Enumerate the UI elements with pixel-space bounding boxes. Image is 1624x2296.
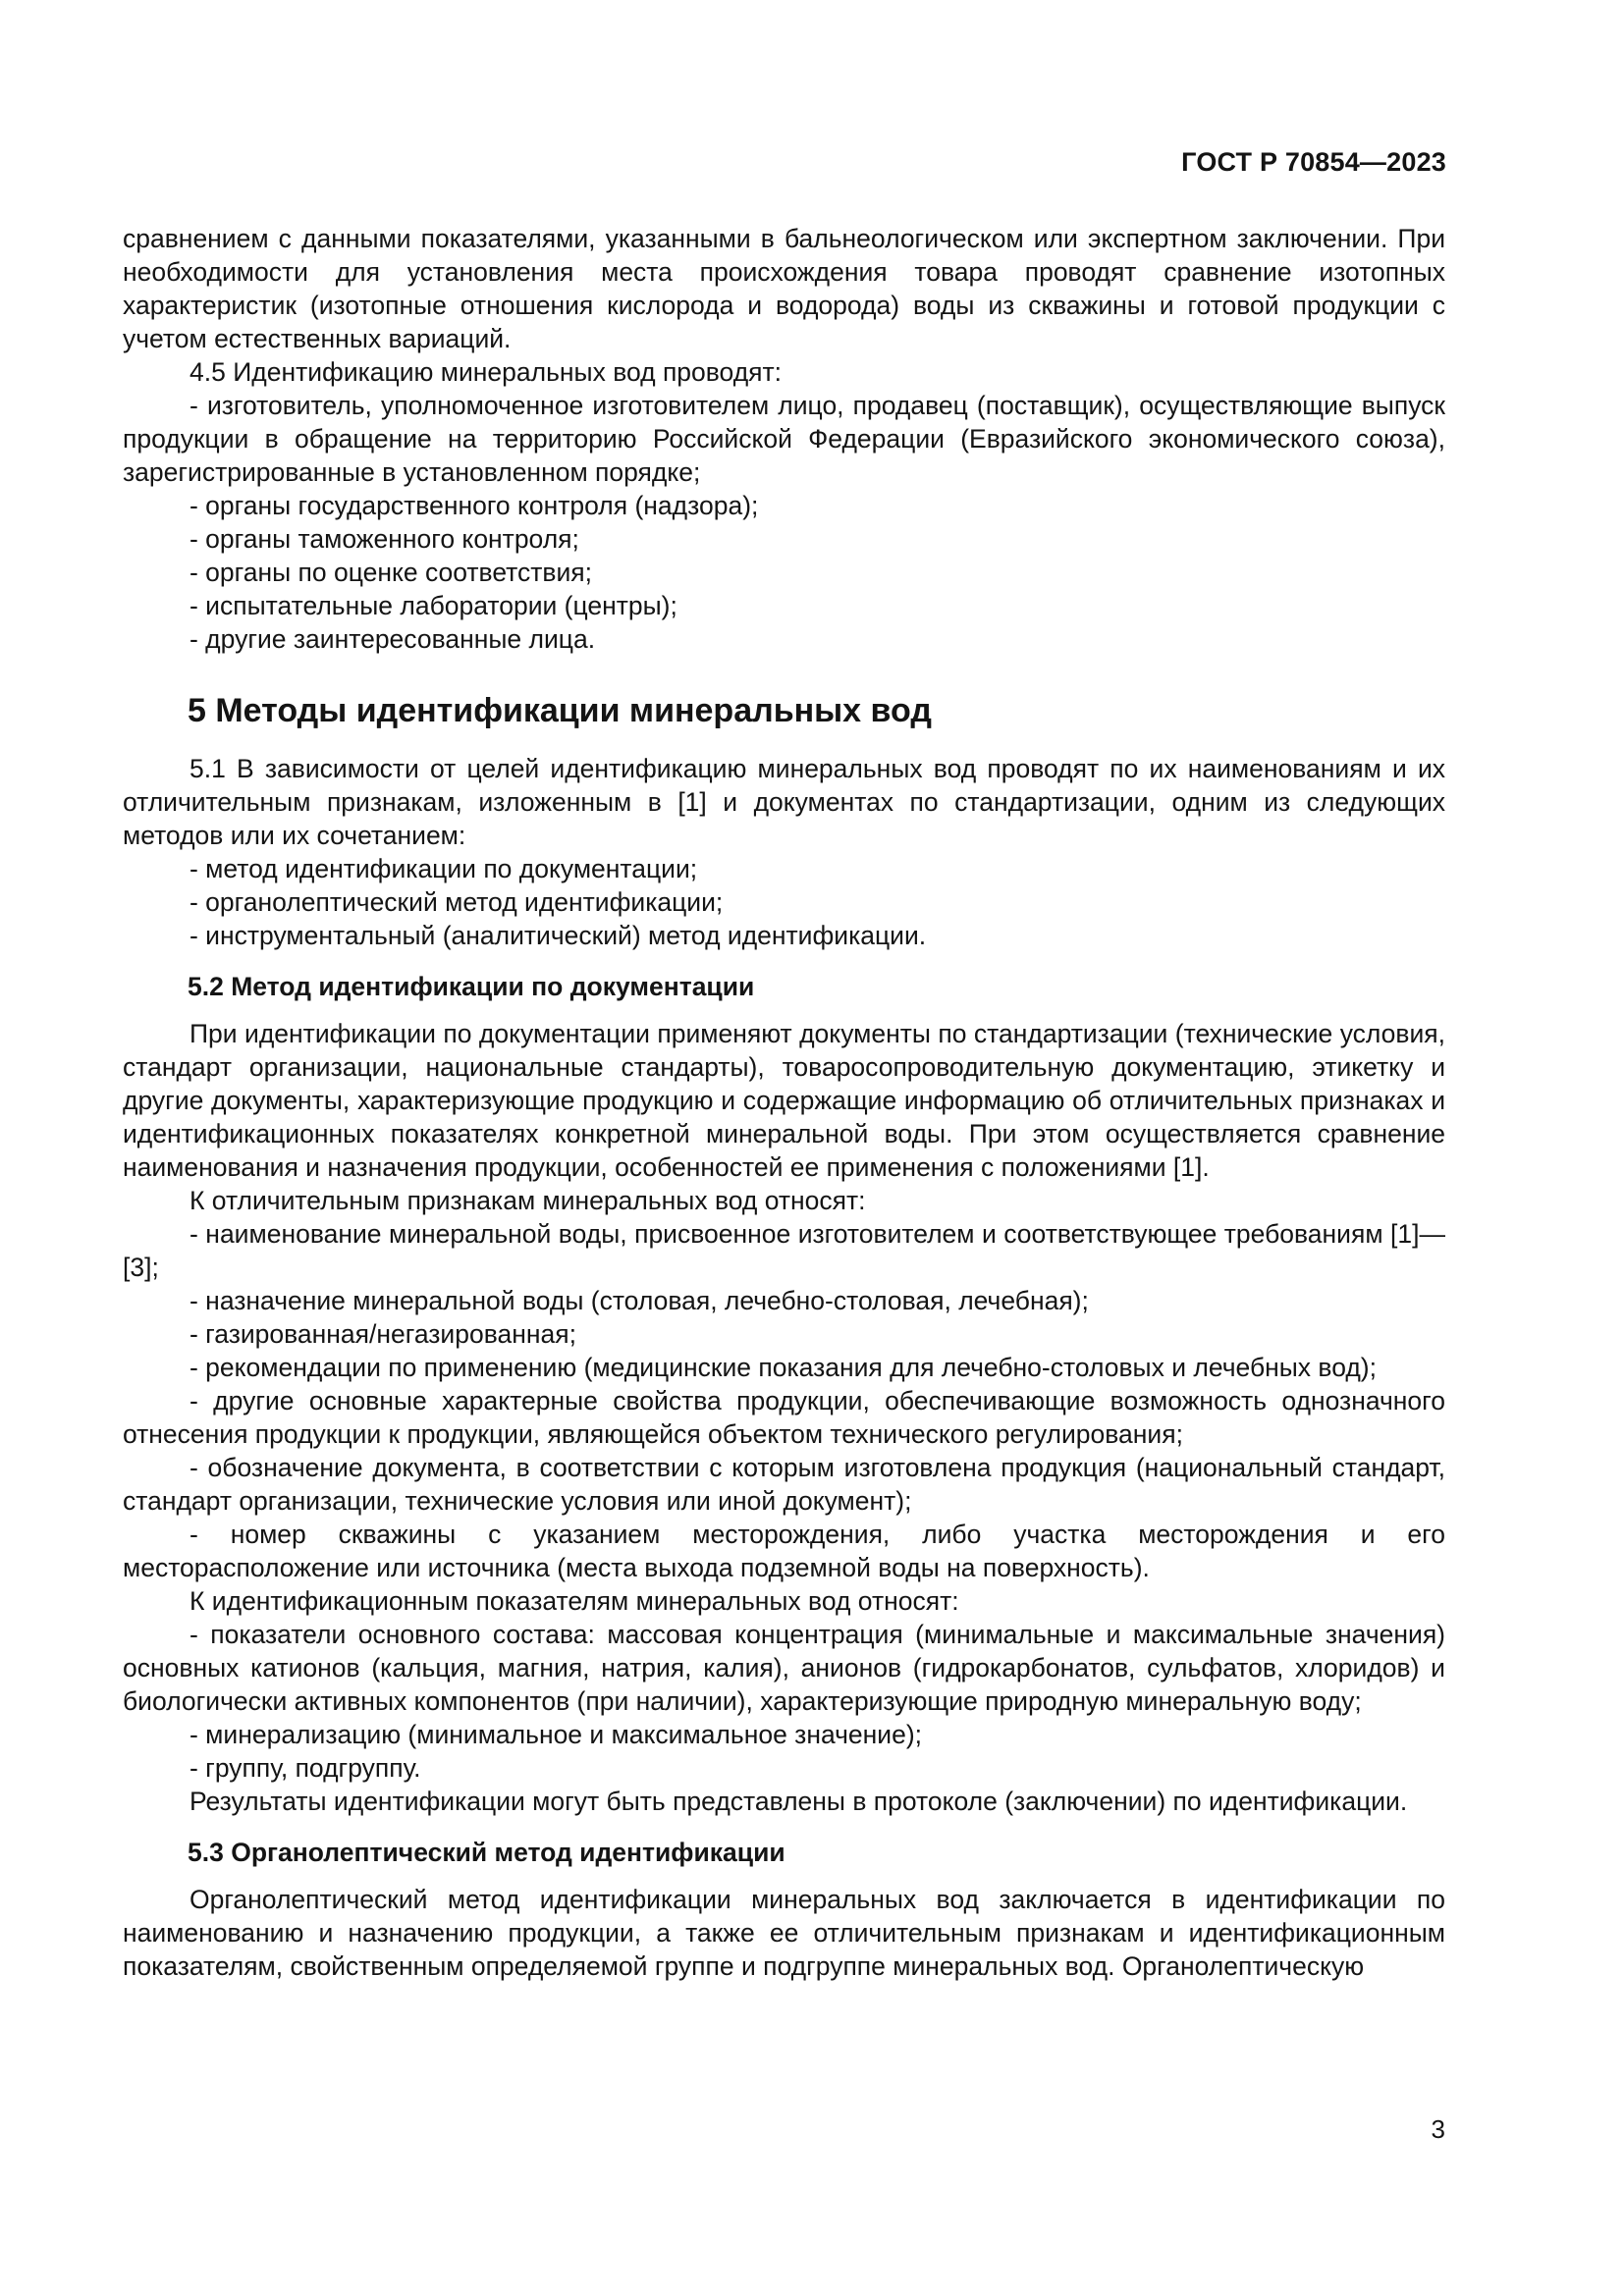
page-number: 3 — [1431, 2114, 1445, 2144]
list-item: - другие основные характерные свойства продукции, обеспечивающие возможность однозначного отнесения продукции к продукции, являющейся объектом технического регулирования; — [123, 1386, 1445, 1449]
list-item: - обозначение документа, в соответствии с которым изготовлена продукция (национальный стандарт, стандарт организации, технические условия или иной документ); — [123, 1453, 1445, 1516]
paragraph: Результаты идентификации могут быть представлены в протоколе (заключении) по идентификации. — [189, 1787, 1408, 1816]
list-item: - газированная/негазированная; — [189, 1319, 576, 1349]
list-item: - метод идентификации по документации; — [189, 854, 698, 883]
list-item: - испытательные лаборатории (центры); — [189, 591, 677, 620]
document-body — [123, 222, 1445, 1983]
document-code: ГОСТ Р 70854—2023 — [1181, 147, 1446, 177]
paragraph: К идентификационным показателям минеральных вод относят: — [189, 1586, 959, 1616]
list-item: - минерализацию (минимальное и максимальное значение); — [189, 1720, 923, 1749]
list-item: - наименование минеральной воды, присвоенное изготовителем и соответствующее требованиям [1]—[3]; — [123, 1219, 1445, 1282]
list-item: - органы по оценке соответствия; — [189, 558, 592, 587]
list-item: - назначение минеральной воды (столовая, лечебно-столовая, лечебная); — [189, 1286, 1089, 1315]
paragraph: сравнением с данными показателями, указанными в бальнеологическом или экспертном заключении. При необходимости для установления места происхождения товара проводят сравнение изотопных характеристик (изотопные отношения кислорода и водорода) воды из скважины и готовой продукции с учетом естественных вариаций. — [123, 224, 1445, 353]
paragraph: Органолептический метод идентификации минеральных вод заключается в идентификации по наименованию и назначению продукции, а также ее отличительным признакам и идентификационным показателям, свойственным определяемой группе и подгруппе минеральных вод. Органолептическую — [123, 1885, 1445, 1981]
subsection-heading-5-2: 5.2 Метод идентификации по документации — [188, 972, 755, 1001]
list-item: - изготовитель, уполномоченное изготовителем лицо, продавец (поставщик), осуществляющие выпуск продукции в обращение на территорию Российской Федерации (Евразийского экономического союза), зарегистрированные в установленном порядке; — [123, 391, 1445, 487]
list-item: - номер скважины с указанием месторождения, либо участка месторождения и его месторасположение или источника (места выхода подземной воды на поверхность). — [123, 1520, 1445, 1582]
paragraph: 4.5 Идентификацию минеральных вод проводят: — [189, 357, 783, 387]
section-heading-5: 5 Методы идентификации минеральных вод — [188, 692, 932, 729]
subsection-heading-5-3: 5.3 Органолептический метод идентификации — [188, 1838, 785, 1867]
list-item: - показатели основного состава: массовая концентрация (минимальные и максимальные значения) основных катионов (кальция, магния, натрия, калия), анионов (гидрокарбонатов, сульфатов, хлоридов) и биологически активных компонентов (при наличии), характеризующие природную минеральную воду; — [123, 1620, 1445, 1716]
paragraph: К отличительным признакам минеральных вод относят: — [189, 1186, 866, 1215]
list-item: - рекомендации по применению (медицинские показания для лечебно-столовых и лечебных вод); — [189, 1353, 1377, 1382]
list-item: - группу, подгруппу. — [189, 1753, 421, 1783]
list-item: - органы таможенного контроля; — [189, 524, 579, 554]
paragraph: 5.1 В зависимости от целей идентификацию минеральных вод проводят по их наименованиям и их отличительным признакам, изложенным в [1] и документах по стандартизации, одним из следующих методов или их сочетанием: — [123, 754, 1445, 850]
list-item: - органолептический метод идентификации; — [189, 887, 724, 917]
paragraph: При идентификации по документации применяют документы по стандартизации (технические условия, стандарт организации, национальные стандарты), товаросопроводительную документацию, этикетку и другие документы, характеризующие продукцию и содержащие информацию об отличительных признаках и идентификационных показателях конкретной минеральной воды. При этом осуществляется сравнение наименования и назначения продукции, особенностей ее применения с положениями [1]. — [123, 1019, 1445, 1182]
list-item: - инструментальный (аналитический) метод идентификации. — [189, 921, 927, 950]
list-item: - другие заинтересованные лица. — [189, 624, 596, 654]
list-item: - органы государственного контроля (надзора); — [189, 491, 759, 520]
